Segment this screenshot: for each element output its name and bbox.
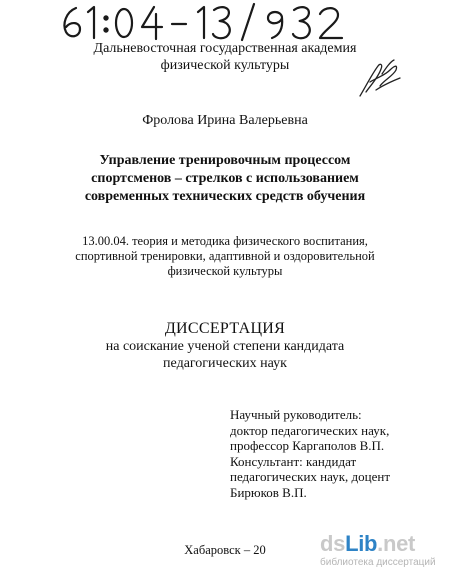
advisor-line: Научный руководитель: [230, 407, 362, 422]
advisor-line: доктор педагогических наук, [230, 422, 390, 438]
city-year: Хабаровск – 20 [184, 543, 266, 557]
signature-mark [356, 56, 404, 102]
institution-line: физической культуры [160, 58, 290, 73]
logo-part-ds: ds [320, 531, 346, 556]
institution-line: Дальневосточная государственная академия [93, 41, 357, 56]
title-line: спортсменов – стрелков с использованием [91, 171, 359, 186]
specialty-line: 13.00.04. теория и методика физического воспитания, [82, 234, 368, 248]
degree-line: педагогических наук [163, 356, 287, 371]
specialty-line: спортивной тренировки, адаптивной и оздоровительной [75, 249, 375, 263]
title-line: Управление тренировочным процессом [99, 153, 351, 168]
watermark-subtitle: библиотека диссертаций [320, 557, 436, 568]
dissertation-title [0, 152, 450, 206]
degree-description [0, 338, 450, 372]
document-type: ДИССЕРТАЦИЯ [164, 320, 286, 337]
author-name: Фролова Ирина Валерьевна [142, 113, 308, 128]
advisor-line: педагогических наук, доцент [230, 469, 391, 484]
specialty-code [0, 234, 450, 279]
advisor-block [230, 407, 440, 500]
advisor-line: Бирюков В.П. [230, 484, 307, 500]
title-line: современных технических средств обучения [84, 189, 366, 204]
dslib-watermark [320, 532, 442, 569]
dslib-logo [320, 532, 442, 556]
degree-line: на соискание ученой степени кандидата [105, 339, 345, 354]
specialty-line: физической культуры [167, 264, 283, 278]
logo-part-net: .net [377, 531, 416, 556]
advisor-line: профессор Каргаполов В.П. [230, 438, 385, 453]
handwritten-catalog-number [58, 2, 358, 42]
logo-part-lib: Lib [345, 531, 378, 556]
advisor-line: Консультант: кандидат [230, 453, 357, 469]
